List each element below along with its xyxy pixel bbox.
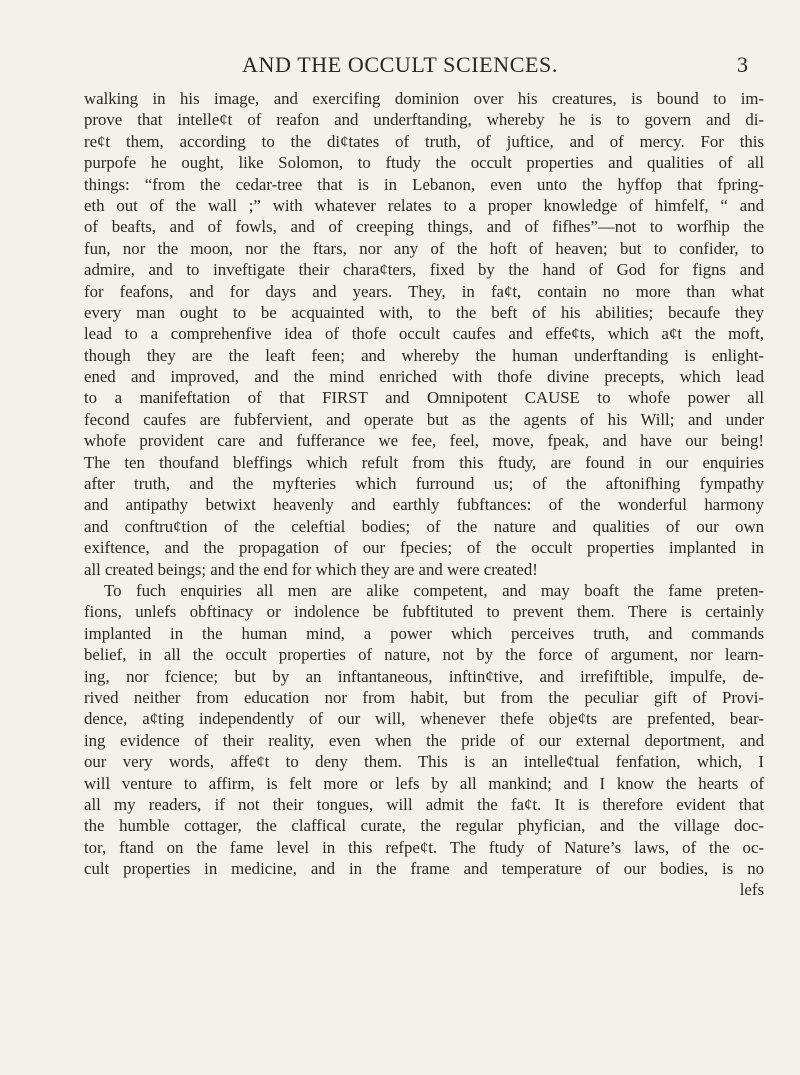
- text-line: things: “from the cedar-tree that is in Lebanon, even unto the hyffop that fpring-: [84, 174, 764, 194]
- text-line: of beafts, and of fowls, and of creeping things, and of fifhes”—not to worfhip the: [84, 217, 764, 237]
- text-line: to a manifeftation of that FIRST and Omnipotent CAUSE to whofe power all: [84, 388, 764, 408]
- text-line: fions, unlefs obftinacy or indolence be fubftituted to prevent them. There is certainly: [84, 602, 764, 622]
- text-line: re¢t them, according to the di¢tates of truth, of juftice, and of mercy. For this: [84, 131, 764, 151]
- text-line: for feafons, and for days and years. They, in fa¢t, contain no more than what: [84, 281, 764, 301]
- text-line: after truth, and the myfteries which furround us; of the aftonifhing fympathy: [84, 474, 764, 494]
- text-line: will venture to affirm, is felt more or lefs by all mankind; and I know the hearts of: [84, 773, 764, 793]
- text-line: exiftence, and the propagation of our fpecies; of the occult properties implanted in: [84, 538, 764, 558]
- paragraph-start-line: To fuch enquiries all men are alike competent, and may boaft the fame preten-: [104, 580, 764, 600]
- body-text: [84, 88, 764, 901]
- page-number: 3: [737, 52, 748, 77]
- text-line: ened and improved, and the mind enriched with thofe divine precepts, which lead: [84, 367, 764, 387]
- page-header: [0, 52, 800, 84]
- text-line: whofe provident care and fufferance we fee, feel, move, fpeak, and have our being!: [84, 431, 764, 451]
- text-line: lead to a comprehenfive idea of thofe occult caufes and effe¢ts, which a¢t the moft,: [84, 324, 764, 344]
- text-line: cult properties in medicine, and in the frame and temperature of our bodies, is no: [84, 859, 764, 879]
- text-line: the humble cottager, the claffical curate, the regular phyfician, and the village doc-: [84, 816, 764, 836]
- text-line: eth out of the wall ;” with whatever relates to a proper knowledge of himfelf, “ and: [84, 195, 764, 215]
- text-line: ing evidence of their reality, even when the pride of our external deportment, and: [84, 730, 764, 750]
- paragraph-end-line: all created beings; and the end for which they are and were created!: [84, 559, 538, 579]
- text-line: belief, in all the occult properties of nature, not by the force of argument, nor learn-: [84, 645, 764, 665]
- text-line: tor, ftand on the fame level in this refpe¢t. The ftudy of Nature’s laws, of the oc-: [84, 837, 764, 857]
- text-line: fun, nor the moon, nor the ftars, nor any of the hoft of heaven; but to confider, to: [84, 238, 764, 258]
- running-head: AND THE OCCULT SCIENCES.: [242, 52, 558, 77]
- text-line: prove that intelle¢t of reafon and underftanding, whereby he is to govern and di-: [84, 110, 764, 130]
- text-line: dence, a¢ting independently of our will, whenever thefe obje¢ts are prefented, bear-: [84, 709, 764, 729]
- text-line: fecond caufes are fubfervient, and operate but as the agents of his Will; and under: [84, 409, 764, 429]
- text-line: and conftru¢tion of the celeftial bodies; of the nature and qualities of our own: [84, 516, 764, 536]
- text-line: every man ought to be acquainted with, to the beft of his abilities; becaufe they: [84, 302, 764, 322]
- text-line: implanted in the human mind, a power which perceives truth, and commands: [84, 623, 764, 643]
- text-line: walking in his image, and exercifing dominion over his creatures, is bound to im-: [84, 89, 764, 108]
- text-line: admire, and to inveftigate their chara¢ters, fixed by the hand of God for figns and: [84, 260, 764, 280]
- text-line: our very words, affe¢t to deny them. This is an intelle¢tual fenfation, which, I: [84, 752, 764, 772]
- text-line: and antipathy betwixt heavenly and earthly fubftances: of the wonderful harmony: [84, 495, 764, 515]
- text-line: The ten thoufand bleffings which refult from this ftudy, are found in our enquiries: [84, 452, 764, 472]
- catchword: lefs: [739, 880, 764, 900]
- text-line: ing, nor fcience; but by an inftantaneous, inftin¢tive, and irrefiftible, impulfe, de-: [84, 666, 764, 686]
- text-line: all my readers, if not their tongues, will admit the fa¢t. It is therefore evident that: [84, 794, 764, 814]
- text-line: though they are the leaft feen; and whereby the human underftanding is enlight-: [84, 345, 764, 365]
- text-line: purpofe he ought, like Solomon, to ftudy the occult properties and qualities of all: [84, 153, 764, 173]
- text-line: rived neither from education nor from habit, but from the peculiar gift of Provi-: [84, 687, 764, 707]
